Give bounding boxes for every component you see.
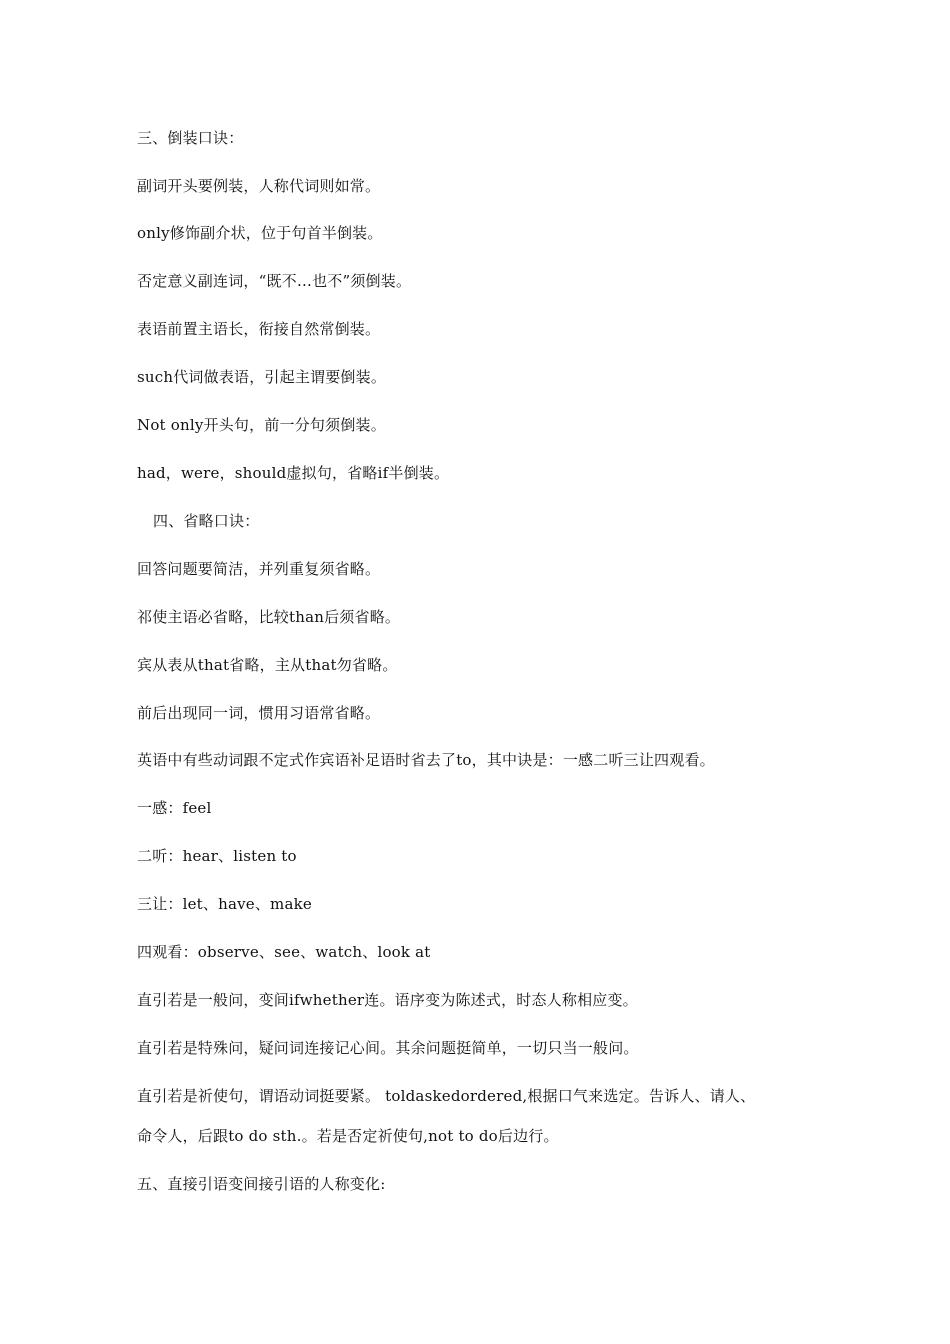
text-line: 前后出现同一词，惯用习语常省略。 <box>137 704 381 722</box>
text-line: 否定意义副连词，“既不…也不”须倒装。 <box>137 272 412 290</box>
text-line: 表语前置主语长，衔接自然常倒装。 <box>137 320 381 338</box>
text-line: 直引若是一般问，变间ifwhether连。语序变为陈述式，时态人称相应变。 <box>137 991 638 1009</box>
text-line: Not only开头句，前一分句须倒装。 <box>137 416 386 434</box>
text-line: 英语中有些动词跟不定式作宾语补足语时省去了to，其中诀是：一感二听三让四观看。 <box>137 751 715 769</box>
text-line: 直引若是祈使句，谓语动词挺要紧。 toldaskedordered,根据口气来选定。告诉人、请人、 <box>137 1087 756 1105</box>
text-line: 副词开头要例装，人称代词则如常。 <box>137 177 381 195</box>
text-line: 四观看：observe、see、watch、look at <box>137 943 431 961</box>
heading-ellipsis-rhyme: 四、省略口诀： <box>153 512 260 530</box>
text-line: 命令人，后跟to do sth.。若是否定祈使句,not to do后边行。 <box>137 1127 559 1145</box>
text-line: 三让：let、have、make <box>137 895 312 913</box>
text-line: 宾从表从that省略，主从that勿省略。 <box>137 656 398 674</box>
text-line: such代词做表语，引起主谓要倒装。 <box>137 368 387 386</box>
text-line: had，were，should虚拟句，省略if半倒装。 <box>137 464 450 482</box>
text-line: 一感：feel <box>137 799 212 817</box>
text-line: 祁使主语必省略，比较than后须省略。 <box>137 608 401 626</box>
text-line: 回答问题要简洁，并列重复须省略。 <box>137 560 381 578</box>
heading-reported-speech: 五、直接引语变间接引语的人称变化: <box>137 1175 386 1193</box>
text-line: only修饰副介状，位于句首半倒装。 <box>137 224 383 242</box>
heading-inversion-rhyme: 三、倒装口诀： <box>137 129 244 147</box>
text-line: 二听：hear、listen to <box>137 847 297 865</box>
text-line: 直引若是特殊问，疑问词连接记心间。其余问题挺简单，一切只当一般问。 <box>137 1039 639 1057</box>
